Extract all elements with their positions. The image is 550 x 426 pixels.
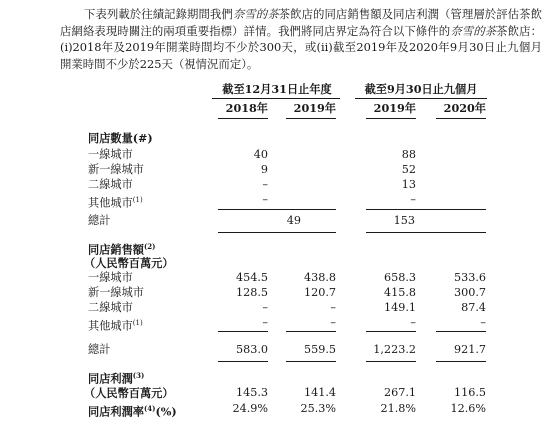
- total-value: 1,223.2: [373, 343, 416, 356]
- cell-value: 52: [401, 163, 416, 176]
- intro-text-1: 下表列載於往績記錄期間我們: [84, 7, 233, 21]
- cell-value: 141.4: [303, 386, 336, 399]
- total-value: 49: [286, 214, 301, 227]
- cell-value: –: [262, 178, 268, 191]
- unit-label: （人民幣百萬元）: [84, 256, 174, 270]
- cell-value: 149.1: [383, 301, 416, 314]
- subtotal-rule: [218, 209, 336, 210]
- section-title-same-store-sales: 同店銷售額$^{(2)}$: [88, 242, 156, 257]
- total-rule: [286, 361, 336, 362]
- total-rule: [366, 232, 486, 233]
- cell-value: 533.6: [453, 271, 486, 284]
- cell-value: –: [410, 193, 416, 206]
- total-value: 921.7: [453, 343, 486, 356]
- cell-value: 40: [253, 148, 268, 161]
- row-label: 二線城市: [88, 301, 133, 314]
- section-title-same-store-profit: 同店利潤$^{(3)}$: [88, 371, 145, 386]
- cell-value: 300.7: [453, 286, 486, 299]
- footnote-marker: (1): [132, 319, 143, 327]
- total-rule: [218, 361, 268, 362]
- cell-value: –: [262, 193, 268, 206]
- cell-value: 658.3: [383, 271, 416, 284]
- intro-text-3: 茶飲店：(i)2018年及2019年開業時間均不少於300天，或(ii)截至2019年及2020年9月30日止九個月開業時間不少於225天（視情況而定）。: [60, 23, 542, 71]
- header-rule: [355, 98, 487, 99]
- subtotal-rule: [286, 331, 336, 332]
- cell-value: 25.3%: [300, 402, 336, 415]
- section-title-store-count: 同店數量(#): [88, 131, 153, 145]
- cell-value: –: [480, 316, 486, 329]
- cell-value: 13: [401, 178, 416, 191]
- header-rule: [286, 118, 336, 119]
- cell-value: –: [410, 316, 416, 329]
- cell-value: 145.3: [235, 386, 268, 399]
- header-year: 2018年: [225, 101, 268, 115]
- intro-text-2: 茶飲店的同店銷售額及同店利潤（管理層於評估茶飲店網絡表現時關注的兩項重要指標）詳情。我們將同店界定為符合以下條件的: [60, 7, 542, 38]
- cell-value: 116.5: [453, 386, 486, 399]
- row-label: 其他城市$^{(1)}$: [88, 196, 143, 210]
- footnote-marker: (1): [132, 196, 143, 204]
- total-rule: [366, 361, 416, 362]
- row-label: 其他城市$^{(1)}$: [88, 319, 143, 333]
- total-label: 總計: [88, 343, 111, 356]
- row-label: 一線城市: [88, 271, 133, 284]
- header-group-nine-months: 截至9月30日止九個月: [364, 82, 478, 96]
- row-label: 二線城市: [88, 178, 133, 191]
- cell-value: –: [262, 316, 268, 329]
- cell-value: –: [330, 316, 336, 329]
- intro-paragraph: [60, 6, 542, 72]
- unit-label: （人民幣百萬元）: [84, 386, 174, 400]
- footnote-marker: (3): [132, 371, 145, 380]
- cell-value: 267.1: [383, 386, 416, 399]
- total-value: 559.5: [303, 343, 336, 356]
- header-rule: [218, 118, 268, 119]
- cell-value: 438.8: [303, 271, 336, 284]
- cell-value: 128.5: [235, 286, 268, 299]
- margin-label: 同店利潤率$^{(4)}$(%): [88, 404, 177, 419]
- footnote-marker: (2): [143, 242, 156, 251]
- cell-value: 454.5: [235, 271, 268, 284]
- cell-value: 87.4: [461, 301, 486, 314]
- total-value: 583.0: [235, 343, 268, 356]
- total-rule: [436, 361, 486, 362]
- row-label: 一線城市: [88, 148, 133, 161]
- subtotal-rule: [366, 331, 416, 332]
- total-value: 153: [393, 214, 415, 227]
- row-label: 新一線城市: [88, 286, 144, 299]
- cell-value: 24.9%: [232, 402, 268, 415]
- cell-value: –: [262, 301, 268, 314]
- row-label: 新一線城市: [88, 163, 144, 176]
- cell-value: 88: [401, 148, 416, 161]
- cell-value: 415.8: [383, 286, 416, 299]
- cell-value: –: [330, 301, 336, 314]
- subtotal-rule: [218, 331, 268, 332]
- subtotal-rule: [436, 331, 486, 332]
- brand-name: 奈雪的茶: [450, 23, 497, 38]
- header-year: 2020年: [443, 101, 486, 115]
- brand-name: 奈雪的茶: [232, 7, 279, 21]
- total-label: 總計: [88, 214, 111, 227]
- cell-value: 21.8%: [380, 402, 416, 415]
- header-group-year: 截至12月31日止年度: [222, 82, 332, 96]
- footnote-marker: (4): [143, 404, 156, 413]
- subtotal-rule: [366, 209, 486, 210]
- header-year: 2019年: [373, 101, 416, 115]
- header-rule: [366, 118, 416, 119]
- cell-value: 9: [260, 163, 268, 176]
- total-rule: [218, 232, 336, 233]
- header-rule: [436, 118, 486, 119]
- cell-value: 120.7: [303, 286, 336, 299]
- header-year: 2019年: [293, 101, 336, 115]
- cell-value: 12.6%: [450, 402, 486, 415]
- header-rule: [212, 98, 340, 99]
